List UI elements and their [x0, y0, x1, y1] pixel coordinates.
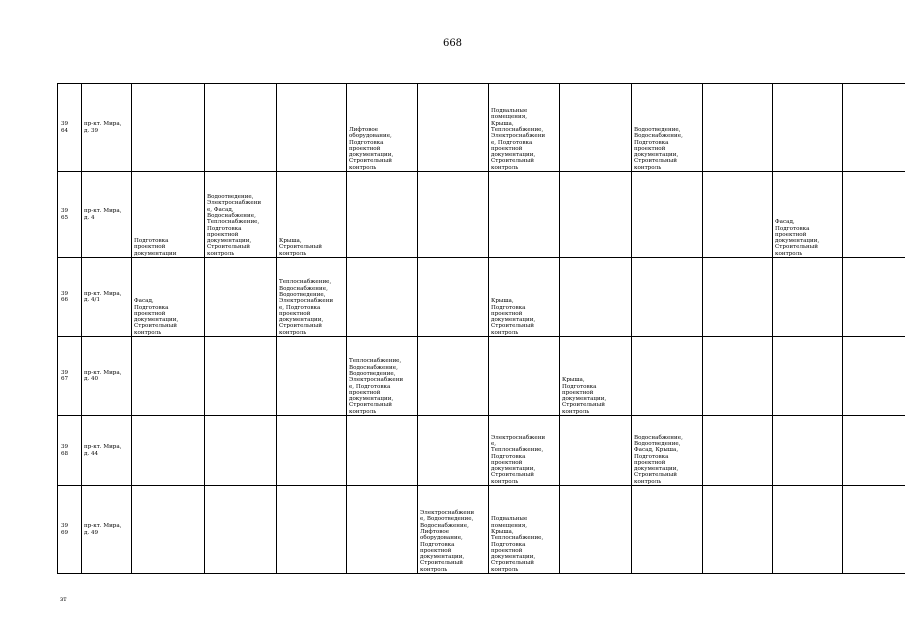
work-cell — [132, 258, 205, 337]
work-cell — [703, 486, 773, 574]
row-number: 39 67 — [61, 369, 69, 382]
address-cell — [82, 258, 132, 337]
row-number-cell — [58, 486, 82, 574]
work-cell — [843, 416, 905, 486]
work-cell — [418, 337, 489, 416]
row-number: 39 64 — [61, 121, 69, 134]
work-text: Фасад, Подготовка проектной документации, Строительный контроль — [775, 219, 820, 257]
work-cell — [773, 337, 843, 416]
work-text: Водоснабжение, Водоотведение, Фасад, Крыша, Подготовка проектной документации, Строительный контроль — [634, 434, 683, 485]
work-cell — [347, 172, 418, 258]
footer-mark: зт — [60, 596, 67, 603]
work-cell — [418, 172, 489, 258]
address-text: пр-кт. Мира, д. 49 — [84, 523, 122, 536]
work-cell — [489, 84, 560, 172]
work-cell — [489, 337, 560, 416]
address-text: пр-кт. Мира, д. 4 — [84, 208, 122, 221]
work-text: Лифтовое оборудование, Подготовка проектной документации, Строительный контроль — [349, 126, 394, 171]
work-cell — [489, 486, 560, 574]
address-cell — [82, 416, 132, 486]
work-text: Электроснабжени е, Теплоснабжение, Подготовка проектной документации, Строительный контроль — [491, 434, 546, 485]
work-cell — [773, 258, 843, 337]
work-cell — [132, 486, 205, 574]
work-cell — [773, 84, 843, 172]
work-cell — [277, 416, 347, 486]
work-cell — [347, 416, 418, 486]
address-cell — [82, 337, 132, 416]
work-cell — [418, 84, 489, 172]
row-number: 39 65 — [61, 208, 69, 221]
work-text: Подвальные помещения, Крыша, Теплоснабжение, Подготовка проектной документации, Строительный контроль — [491, 516, 544, 573]
work-cell — [347, 337, 418, 416]
work-cell — [560, 337, 632, 416]
work-cell — [205, 84, 277, 172]
capital-repair-schedule-table — [57, 83, 905, 574]
work-cell — [703, 84, 773, 172]
work-cell — [347, 84, 418, 172]
address-text: пр-кт. Мира, д. 4/1 — [84, 290, 122, 303]
work-text: Фасад, Подготовка проектной документации, Строительный контроль — [134, 298, 179, 336]
work-cell — [132, 337, 205, 416]
work-text: Теплоснабжение, Водоснабжение, Водоотведение, Электроснабжени е, Подготовка проектной документации, Строительный контроль — [349, 358, 404, 415]
row-number-cell — [58, 172, 82, 258]
work-cell — [632, 84, 703, 172]
work-cell — [843, 172, 905, 258]
work-cell — [489, 258, 560, 337]
work-cell — [703, 258, 773, 337]
row-number-cell — [58, 258, 82, 337]
work-cell — [843, 84, 905, 172]
work-cell — [560, 172, 632, 258]
work-text: Подвальные помещения, Крыша, Теплоснабжение, Электроснабжени е, Подготовка проектной документации, Строительный контроль — [491, 108, 546, 171]
row-number-cell — [58, 416, 82, 486]
work-cell — [560, 416, 632, 486]
address-text: пр-кт. Мира, д. 44 — [84, 444, 122, 457]
work-cell — [632, 486, 703, 574]
work-cell — [205, 172, 277, 258]
table-row — [58, 337, 905, 416]
work-cell — [132, 416, 205, 486]
row-number: 39 68 — [61, 444, 69, 457]
work-text: Водоотведение, Электроснабжени е, Фасад, Водоснабжение, Теплоснабжение, Подготовка проектной документации, Строительный контроль — [207, 194, 262, 257]
row-number-cell — [58, 337, 82, 416]
work-cell — [277, 486, 347, 574]
work-text: Электроснабжени е, Водоотведение, Водоснабжение, Лифтовое оборудование, Подготовка проектной документации, Строительный контроль — [420, 510, 475, 573]
work-cell — [773, 172, 843, 258]
work-cell — [205, 337, 277, 416]
work-cell — [132, 172, 205, 258]
table-row — [58, 258, 905, 337]
work-cell — [277, 337, 347, 416]
row-number: 39 66 — [61, 290, 69, 303]
work-cell — [277, 84, 347, 172]
work-cell — [277, 172, 347, 258]
table-row — [58, 416, 905, 486]
table-row — [58, 486, 905, 574]
work-cell — [843, 486, 905, 574]
work-cell — [703, 172, 773, 258]
work-cell — [773, 486, 843, 574]
row-number: 39 69 — [61, 523, 69, 536]
work-text: Теплоснабжение, Водоснабжение, Водоотведение, Электроснабжени е, Подготовка проектной документации, Строительный контроль — [279, 279, 334, 336]
work-cell — [347, 486, 418, 574]
work-cell — [347, 258, 418, 337]
address-cell — [82, 172, 132, 258]
work-cell — [703, 416, 773, 486]
table-row — [58, 172, 905, 258]
address-text: пр-кт. Мира, д. 39 — [84, 121, 122, 134]
work-cell — [773, 416, 843, 486]
work-cell — [632, 416, 703, 486]
work-cell — [632, 258, 703, 337]
work-text: Крыша, Подготовка проектной документации, Строительный контроль — [562, 377, 607, 415]
work-text: Подготовка проектной документации — [134, 238, 177, 257]
row-number-cell — [58, 84, 82, 172]
work-cell — [277, 258, 347, 337]
work-cell — [418, 486, 489, 574]
work-cell — [205, 258, 277, 337]
work-text: Крыша, Строительный контроль — [279, 238, 322, 257]
address-text: пр-кт. Мира, д. 40 — [84, 369, 122, 382]
work-cell — [489, 172, 560, 258]
work-cell — [560, 258, 632, 337]
work-cell — [632, 172, 703, 258]
table-row — [58, 84, 905, 172]
work-cell — [632, 337, 703, 416]
work-cell — [560, 84, 632, 172]
work-cell — [703, 337, 773, 416]
work-cell — [418, 416, 489, 486]
address-cell — [82, 486, 132, 574]
page-number: 668 — [442, 38, 463, 49]
work-cell — [418, 258, 489, 337]
work-cell — [843, 337, 905, 416]
work-cell — [205, 416, 277, 486]
work-cell — [489, 416, 560, 486]
work-text: Водоотведение, Водоснабжение, Подготовка проектной документации, Строительный контроль — [634, 126, 683, 171]
work-cell — [560, 486, 632, 574]
address-cell — [82, 84, 132, 172]
work-cell — [205, 486, 277, 574]
work-cell — [843, 258, 905, 337]
work-text: Крыша, Подготовка проектной документации, Строительный контроль — [491, 298, 536, 336]
work-cell — [132, 84, 205, 172]
